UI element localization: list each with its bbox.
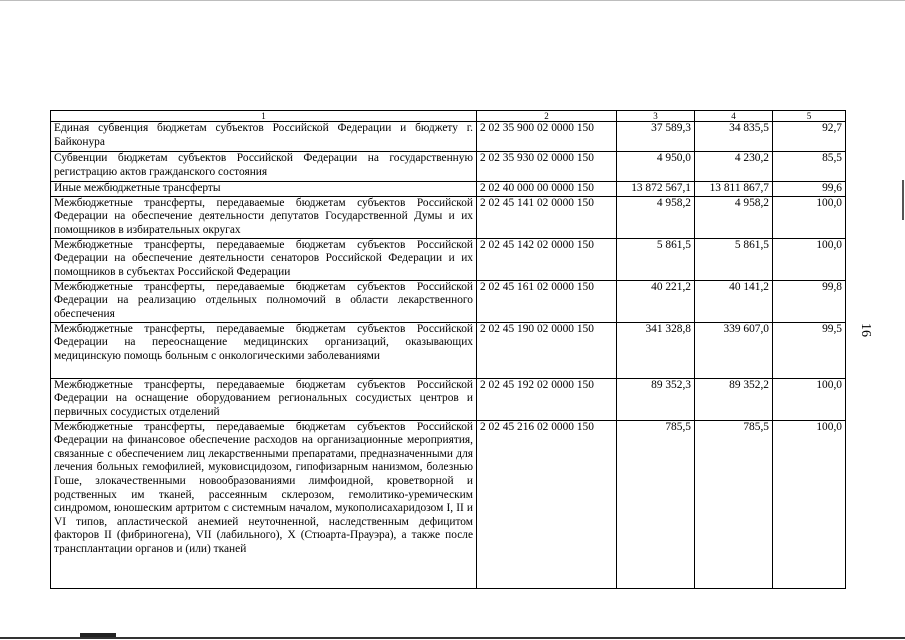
row-percent: 100,0 — [773, 196, 846, 238]
row-code: 2 02 45 216 02 0000 150 — [477, 420, 617, 588]
row-planned: 89 352,3 — [617, 378, 695, 420]
table-row — [51, 420, 846, 588]
row-code: 2 02 45 192 02 0000 150 — [477, 378, 617, 420]
row-percent: 92,7 — [773, 122, 846, 152]
row-percent: 99,6 — [773, 182, 846, 197]
row-executed: 5 861,5 — [695, 238, 773, 280]
row-planned: 37 589,3 — [617, 122, 695, 152]
row-name: Межбюджетные трансферты, передаваемые бюджетам субъектов Российской Федерации на переоснащение медицинских организаций, оказывающих медицинскую помощь больным с онкологическими заболеваниями — [51, 322, 477, 378]
budget-table — [50, 110, 846, 589]
row-executed: 785,5 — [695, 420, 773, 588]
row-code: 2 02 45 190 02 0000 150 — [477, 322, 617, 378]
row-planned: 4 950,0 — [617, 152, 695, 182]
row-percent: 100,0 — [773, 238, 846, 280]
row-planned: 341 328,8 — [617, 322, 695, 378]
row-planned: 40 221,2 — [617, 280, 695, 322]
row-percent: 85,5 — [773, 152, 846, 182]
page-number: 16 — [858, 323, 873, 337]
row-name: Субвенции бюджетам субъектов Российской Федерации на государственную регистрацию актов гражданского состояния — [51, 152, 477, 182]
row-executed: 34 835,5 — [695, 122, 773, 152]
table-row — [51, 378, 846, 420]
row-code: 2 02 35 900 02 0000 150 — [477, 122, 617, 152]
row-percent: 100,0 — [773, 420, 846, 588]
header-col-1: 1 — [51, 111, 477, 122]
table-row — [51, 280, 846, 322]
row-percent: 99,8 — [773, 280, 846, 322]
row-code: 2 02 45 161 02 0000 150 — [477, 280, 617, 322]
header-col-2: 2 — [477, 111, 617, 122]
table-row — [51, 122, 846, 152]
row-planned: 13 872 567,1 — [617, 182, 695, 197]
row-executed: 4 958,2 — [695, 196, 773, 238]
row-percent: 100,0 — [773, 378, 846, 420]
row-code: 2 02 45 142 02 0000 150 — [477, 238, 617, 280]
row-executed: 339 607,0 — [695, 322, 773, 378]
sheet-top-edge — [0, 0, 905, 1]
row-code: 2 02 35 930 02 0000 150 — [477, 152, 617, 182]
row-executed: 89 352,2 — [695, 378, 773, 420]
row-planned: 785,5 — [617, 420, 695, 588]
row-planned: 5 861,5 — [617, 238, 695, 280]
row-name: Иные межбюджетные трансферты — [51, 182, 477, 197]
row-code: 2 02 40 000 00 0000 150 — [477, 182, 617, 197]
row-name: Межбюджетные трансферты, передаваемые бюджетам субъектов Российской Федерации на обеспечение деятельности депутатов Государственной Думы и их помощников в избирательных округах — [51, 196, 477, 238]
row-executed: 13 811 867,7 — [695, 182, 773, 197]
row-name: Межбюджетные трансферты, передаваемые бюджетам субъектов Российской Федерации на реализацию отдельных полномочий в области лекарственного обеспечения — [51, 280, 477, 322]
table-row — [51, 196, 846, 238]
header-row — [51, 111, 846, 122]
row-name: Единая субвенция бюджетам субъектов Российской Федерации и бюджету г. Байконура — [51, 122, 477, 152]
row-percent: 99,5 — [773, 322, 846, 378]
sheet-bottom-edge — [0, 637, 905, 639]
header-col-3: 3 — [617, 111, 695, 122]
row-name: Межбюджетные трансферты, передаваемые бюджетам субъектов Российской Федерации на оснащение оборудованием региональных сосудистых центров и первичных сосудистых отделений — [51, 378, 477, 420]
table-row — [51, 322, 846, 378]
header-col-5: 5 — [773, 111, 846, 122]
row-name: Межбюджетные трансферты, передаваемые бюджетам субъектов Российской Федерации на обеспечение деятельности сенаторов Российской Федерации и их помощников в субъектах Российской Федерации — [51, 238, 477, 280]
table-row — [51, 152, 846, 182]
scan-margin-mark — [902, 180, 904, 220]
table-row — [51, 182, 846, 197]
row-executed: 4 230,2 — [695, 152, 773, 182]
row-code: 2 02 45 141 02 0000 150 — [477, 196, 617, 238]
header-col-4: 4 — [695, 111, 773, 122]
row-name: Межбюджетные трансферты, передаваемые бюджетам субъектов Российской Федерации на финансовое обеспечение расходов на организационные мероприятия, связанные с обеспечением лиц лекарственными препаратами, предназначенными для лечения больных гемофилией, муковисцидозом, гипофизарным нанизмом, болезнью Гоше, злокачественными новообразованиями лимфоидной, кроветворной и родственных им тканей, рассеянным склерозом, гемолитико-уремическим синдромом, юношеским артритом с системным началом, мукополисахаридозом I, II и VI типов, апластической анемией неуточненной, наследственным дефицитом факторов II (фибриногена), VII (лабильного), X (Стюарта-Прауэра), а также после трансплантации органов и (или) тканей — [51, 420, 477, 588]
row-planned: 4 958,2 — [617, 196, 695, 238]
row-executed: 40 141,2 — [695, 280, 773, 322]
table-row — [51, 238, 846, 280]
